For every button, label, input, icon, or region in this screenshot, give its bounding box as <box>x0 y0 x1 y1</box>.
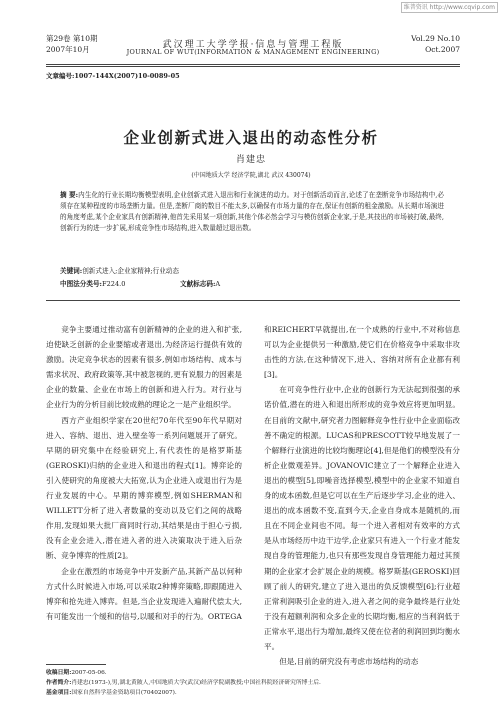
received-date <box>46 669 460 678</box>
issue-date-en: Oct.2007 <box>425 45 460 54</box>
author-intro-label: 作者简介: <box>46 680 72 686</box>
abstract-label: 摘 要: <box>60 191 79 199</box>
paragraph: 和REICHERT早就提出,在一个成熟的行业中,不对称信息可以为企业提供另一种激励,使它们在价格竞争中采取非攻击性的方法,在这种情况下,进入、容纳对所有企业都有利[3]。 <box>264 325 460 380</box>
paragraph: 在可竞争性行业中,企业的创新行为无法起到很强的承诺价值,潜在的进入和退出所形成的竞争效应将更加明显。在目前的文献中,研究者力图解释竞争性行业中企业面临改善不确定的根源。LUCAS和PRESCOTT较早地发展了一个解释行业演进的比较均衡理论[4],但是他们的模型没有分析企业微观差异。JOVANOVIC建立了一个解释企业进入退出的模型[5],即噪音选择模型,模型中的企业家不知道自身的成本函数,但是它可以在生产后逐步学习,企业的进入、退出的成本函数不变,直到今天,企业自身成本是随机的,而且在不同企业间也不同。每一个进入者相对有效率的方式是从市场经历中边干边学,企业家只有进入一个行业才能发现自身的管理能力,也只有那些发现自身管理能力超过其预期的企业家才会扩展企业的规模。格罗斯基(GEROSKI)回顾了前人的研究,建立了进入退出的负反馈模型[6];行业超正常利润吸引企业的进入,进入者之间的竞争最终是行业处于没有超额利润和众多企业的长期均衡,相应的当利润低于正常水平,退出行为增加,最终又使在位者的利润回到均衡水平。 <box>264 385 460 651</box>
fund-text: 国家自然科学基金资助项目(70402007). <box>71 690 177 696</box>
keywords-label: 关键词: <box>60 267 83 275</box>
abstract <box>60 190 444 234</box>
classification-value: F224.0 <box>102 280 126 288</box>
document-code-label: 文献标志码: <box>180 280 216 288</box>
footnote-rule <box>46 664 106 665</box>
paragraph: 但是,目前的研究没有考虑市场结构的动态 <box>279 657 419 667</box>
classification <box>60 279 125 290</box>
journal-name-en: JOURNAL OF WUT(INFORMATION & MANAGEMENT ENGINEERING) <box>126 48 380 56</box>
watermark: 维普资讯 http://www.cqvip.com <box>401 2 498 13</box>
paragraph: 西方产业组织学家在20世纪70年代至90年代早期对进入、容纳、退出、进入壁垒等一系列问题展开了研究。早期的研究集中在经验研究上,有代表性的是格罗斯基(GEROSKI)归纳的企业进入和退出的程式[1]。博弈论的引入使研究的角度被大大拓宽,认为企业进入或退出行为是行业发展的中心。早期的博弈模型,例如SHERMAN和WILLETT分析了进入者数量的变动以及它们之间的战略作用,发现如果大批厂商同时行动,其结果是由于担心亏损,没有企业会进入,潜在进入者的进入决策取决于进入后杂断、竞争博弈的性质[2]。 <box>46 415 242 561</box>
volume-issue-en: Vol.29 No.10 <box>411 34 460 43</box>
volume-issue: 第29卷 第10期 <box>46 34 98 43</box>
article-number: 文章编号:1007-144X(2007)10-0089-05 <box>46 72 180 80</box>
keywords-text: 创新式进入;企业家精神;行业动态 <box>82 267 179 275</box>
received-label: 收稿日期: <box>46 670 72 676</box>
author-affiliation: (中国地质大学 经济学院,湖北 武汉 430074) <box>191 172 311 179</box>
author-name: 肖建忠 <box>235 155 266 165</box>
journal-name-cn: 武汉理工大学学报·信息与管理工程版 <box>162 40 344 50</box>
fund-project <box>46 689 460 698</box>
paragraph: 企业在激烈的市场竞争中开发新产品,其新产品以何种方式什么时候进入市场,可以采取2种博弈策略,即跟随进入博弈和抢先进入博弈。但是,当企业发现进入遍耐代偿太大,有可能发出一个缓和的信号,以暖和对手的行为。ORTEGA <box>46 566 242 621</box>
classification-label: 中图法分类号: <box>60 280 102 288</box>
author-intro-text: 肖建忠(1973-),男,湖北黄陂人,中国地质大学(武汉)经济学院副教授;中国社科院经济研究所博士后. <box>71 680 321 686</box>
header-rule-thin <box>46 66 460 67</box>
keywords <box>60 266 179 277</box>
fund-label: 基金项目: <box>46 690 72 696</box>
body-column-left <box>46 322 242 624</box>
issue-date: 2007年10月 <box>46 45 90 54</box>
paper-title: 企业创新式进入退出的动态性分析 <box>123 128 379 147</box>
paragraph: 竞争主要通过推动富有创新精神的企业的进入和扩张,迫使缺乏创新的企业要缩或者退出,为经济运行提供有效的激励。决定竞争状态的因素有很多,例如市场结构、成本与需求状况、政府政策等,其中被忽视的,更有说服力的因素是企业的数量、企业在市场上的创新和进入行为。对行业与企业行为的分析目前比较成熟的理论之一是产业组织学。 <box>46 325 242 410</box>
abstract-rule <box>46 300 460 301</box>
document-code-value: A <box>215 280 221 288</box>
abstract-text: 内生化的行业长期均衡模型表明,企业创新式进入退出和行业演进的动力。对于创新活动而言,论述了在垄断竞争市场结构中,必须存在某种程度的市场垄断力量。但是,垄断厂商的数目不能太多,以确保有市场力量的存在,保证有创新的租金激励。从长期市场演进的角度考虑,某个企业家具有创新精神,他首先采用某一项创新,其他个体必然会学习与模仿创新企业家,于是,其技出的市场被打破,最终,创新行为的进一步扩展,形成竞争性市场结构,进入数量超过退出数。 <box>60 191 444 232</box>
journal-header <box>46 34 460 64</box>
received-text: 2007-05-06. <box>71 670 107 676</box>
header-rule <box>46 64 460 65</box>
author-intro <box>46 679 460 688</box>
body-column-right <box>264 322 460 669</box>
document-code <box>180 279 220 290</box>
